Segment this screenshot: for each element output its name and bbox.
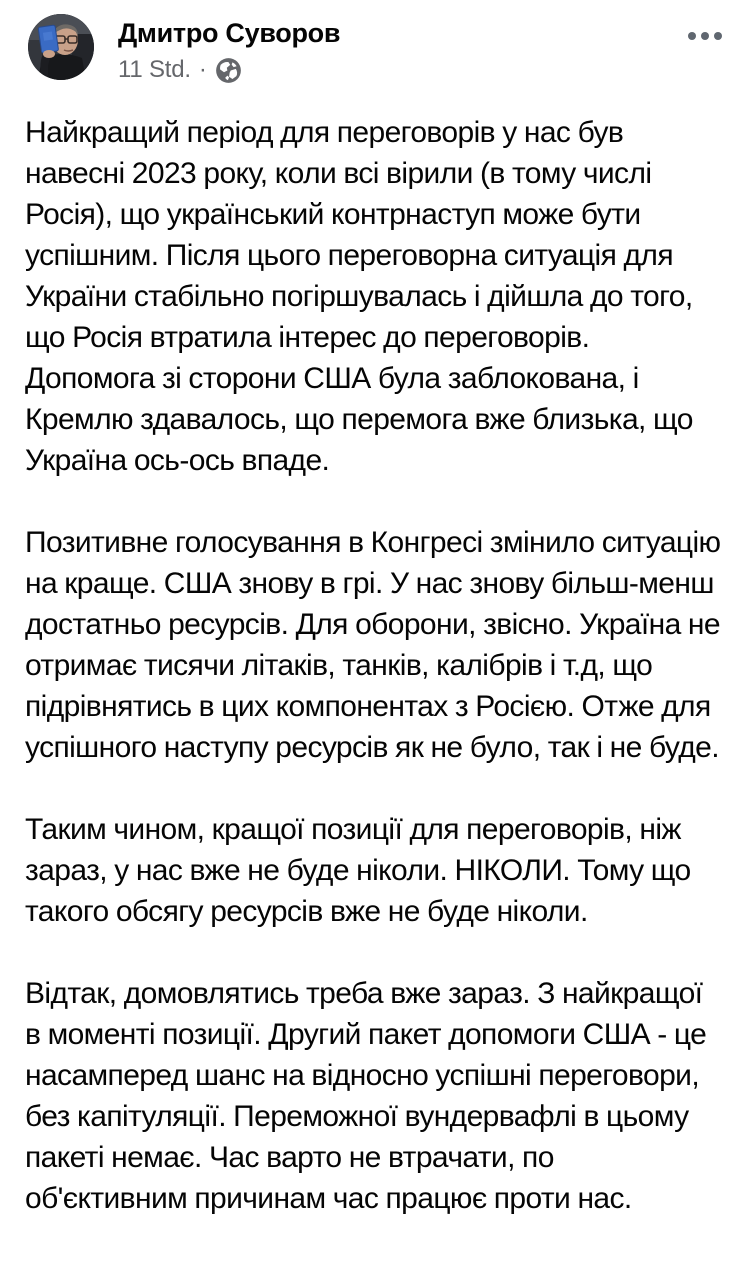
avatar-photo xyxy=(28,14,94,80)
more-options-button[interactable] xyxy=(682,24,722,48)
avatar[interactable] xyxy=(28,14,94,80)
post-paragraph: Позитивне голосування в Конгресі змінило ситуацію на краще. США знову в грі. У нас знову більш-менш достатньо ресурсів. Для оборони, звісно. Україна не отримає тисячи літаків, танків, калібрів і т.д, що підрівнятись в цих компонентах з Росією. Отже для успішного наступу ресурсів як не було, так і не буде. xyxy=(25,526,721,764)
post-meta xyxy=(118,55,340,85)
meta-separator: · xyxy=(198,56,207,83)
post-header xyxy=(0,0,746,96)
author-name[interactable]: Дмитро Суворов xyxy=(118,18,341,48)
post-paragraph: Найкращий період для переговорів у нас був навесні 2023 року, коли всі вірили (в тому числі Росія), що український контрнаступ може бути успішним. Після цього переговорна ситуація для України стабільно погіршувалась і дійшла до того, що Росія втратила інтерес до переговорів. Допомога зі сторони США була заблокована, і Кремлю здавалось, що перемога вже близька, що Україна ось-ось впаде. xyxy=(25,116,693,477)
timestamp[interactable]: 11 Std. xyxy=(118,56,191,83)
globe-icon xyxy=(215,57,242,84)
ellipsis-dot xyxy=(714,32,722,40)
ellipsis-dot xyxy=(701,32,709,40)
ellipsis-dot xyxy=(688,32,696,40)
header-info xyxy=(118,16,340,85)
post-paragraph: Таким чином, кращої позиції для переговорів, ніж зараз, у нас вже не буде ніколи. НІКОЛИ. Тому що такого обсягу ресурсів вже не буде ніколи. xyxy=(25,813,691,928)
post-paragraph: Відтак, домовлятись треба вже зараз. З найкращої в моменті позиції. Другий пакет допомоги США - це насамперед шанс на відносно успішні переговори, без капітуляції. Переможної вундервафлі в цьому пакеті немає. Час варто не втрачати, по об'єктивним причинам час працює проти нас. xyxy=(25,977,707,1215)
post-body xyxy=(0,96,746,1219)
